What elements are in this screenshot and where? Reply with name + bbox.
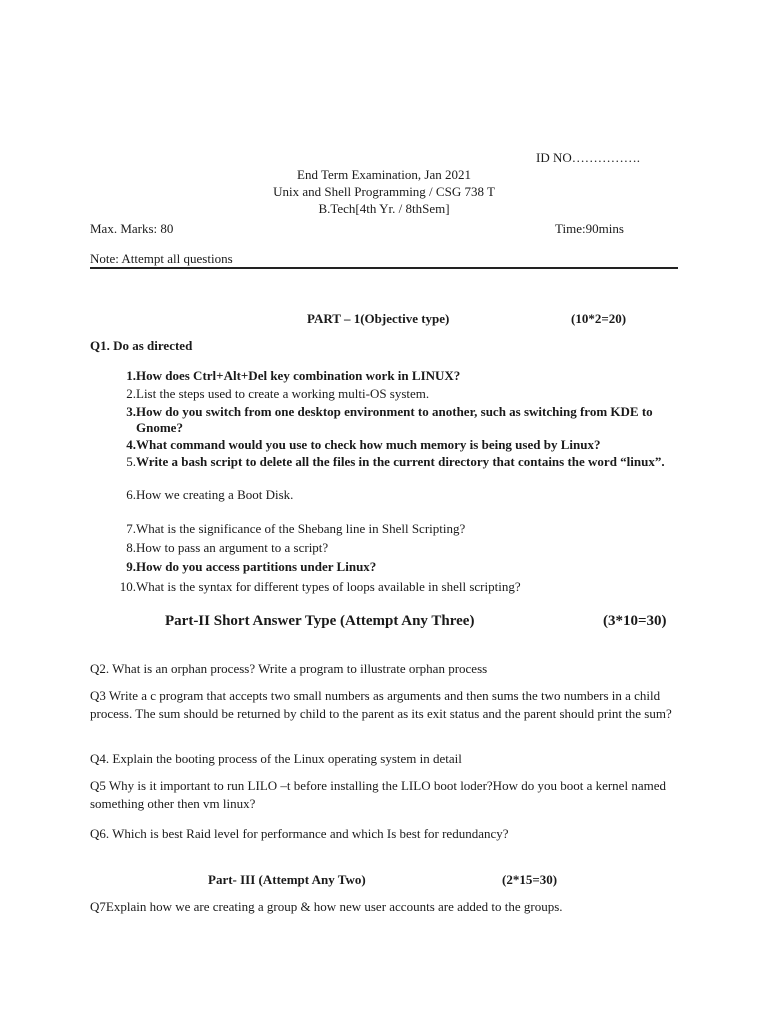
part1-marks: (10*2=20) bbox=[571, 311, 627, 326]
question-text: Write a bash script to delete all the files in the current directory that contains the word “linux”. bbox=[136, 454, 665, 469]
list-item: 2. List the steps used to create a working multi-OS system. bbox=[112, 386, 682, 402]
question-text: List the steps used to create a working multi-OS system. bbox=[136, 386, 430, 401]
id-number: ID NO……………. bbox=[536, 150, 640, 165]
question-text: What command would you use to check how much memory is being used by Linux? bbox=[136, 437, 601, 452]
max-marks: Max. Marks: 80 bbox=[90, 221, 174, 236]
question-text: How does Ctrl+Alt+Del key combination work in LINUX? bbox=[136, 368, 461, 383]
list-item: 5. Write a bash script to delete all the files in the current directory that contains the word “linux”. bbox=[112, 454, 682, 470]
list-item: 4. What command would you use to check how much memory is being used by Linux? bbox=[112, 437, 682, 453]
question-q3: Q3 Write a c program that accepts two small numbers as arguments and then sums the two numbers in a child process. The sum should be returned by child to the parent as its exit status and the parent should print the sum? bbox=[90, 688, 672, 721]
note: Note: Attempt all questions bbox=[90, 251, 233, 266]
program-info: B.Tech[4th Yr. / 8thSem] bbox=[318, 201, 450, 216]
list-item: 7. What is the significance of the Shebang line in Shell Scripting? bbox=[112, 521, 682, 537]
list-item: 6. How we creating a Boot Disk. bbox=[112, 487, 682, 503]
part3-marks: (2*15=30) bbox=[502, 872, 558, 887]
question-q4: Q4. Explain the booting process of the Linux operating system in detail bbox=[90, 751, 462, 766]
question-text: How to pass an argument to a script? bbox=[136, 540, 329, 555]
question-text: What is the significance of the Shebang line in Shell Scripting? bbox=[136, 521, 466, 536]
header-divider bbox=[90, 267, 678, 269]
question-text: How do you switch from one desktop environment to another, such as switching from KDE to Gnome? bbox=[136, 404, 653, 435]
question-text: What is the syntax for different types of loops available in shell scripting? bbox=[136, 579, 521, 594]
part2-title: Part-II Short Answer Type (Attempt Any Three) bbox=[165, 613, 475, 629]
list-item: 8. How to pass an argument to a script? bbox=[112, 540, 682, 556]
question-q2: Q2. What is an orphan process? Write a program to illustrate orphan process bbox=[90, 661, 488, 676]
course-title: Unix and Shell Programming / CSG 738 T bbox=[273, 184, 495, 199]
list-item: 3. How do you switch from one desktop environment to another, such as switching from KDE to Gnome? bbox=[112, 404, 682, 436]
list-item: 10. What is the syntax for different types of loops available in shell scripting? bbox=[112, 579, 682, 595]
part1-title: PART – 1(Objective type) bbox=[307, 311, 450, 326]
question-q5: Q5 Why is it important to run LILO –t before installing the LILO boot loder?How do you boot a kernel named something other then vm linux? bbox=[90, 778, 666, 811]
list-item: 1. How does Ctrl+Alt+Del key combination work in LINUX? bbox=[112, 368, 682, 384]
question-text: How we creating a Boot Disk. bbox=[136, 487, 294, 502]
exam-title: End Term Examination, Jan 2021 bbox=[297, 167, 471, 182]
list-item: 9. How do you access partitions under Linux? bbox=[112, 559, 682, 575]
part2-marks: (3*10=30) bbox=[603, 613, 667, 629]
part3-title: Part- III (Attempt Any Two) bbox=[208, 872, 366, 887]
question-text: How do you access partitions under Linux? bbox=[136, 559, 377, 574]
question-q6: Q6. Which is best Raid level for performance and which Is best for redundancy? bbox=[90, 826, 509, 841]
exam-time: Time:90mins bbox=[555, 221, 624, 236]
q1-heading: Q1. Do as directed bbox=[90, 338, 193, 353]
question-q7: Q7Explain how we are creating a group & how new user accounts are added to the groups. bbox=[90, 899, 563, 914]
